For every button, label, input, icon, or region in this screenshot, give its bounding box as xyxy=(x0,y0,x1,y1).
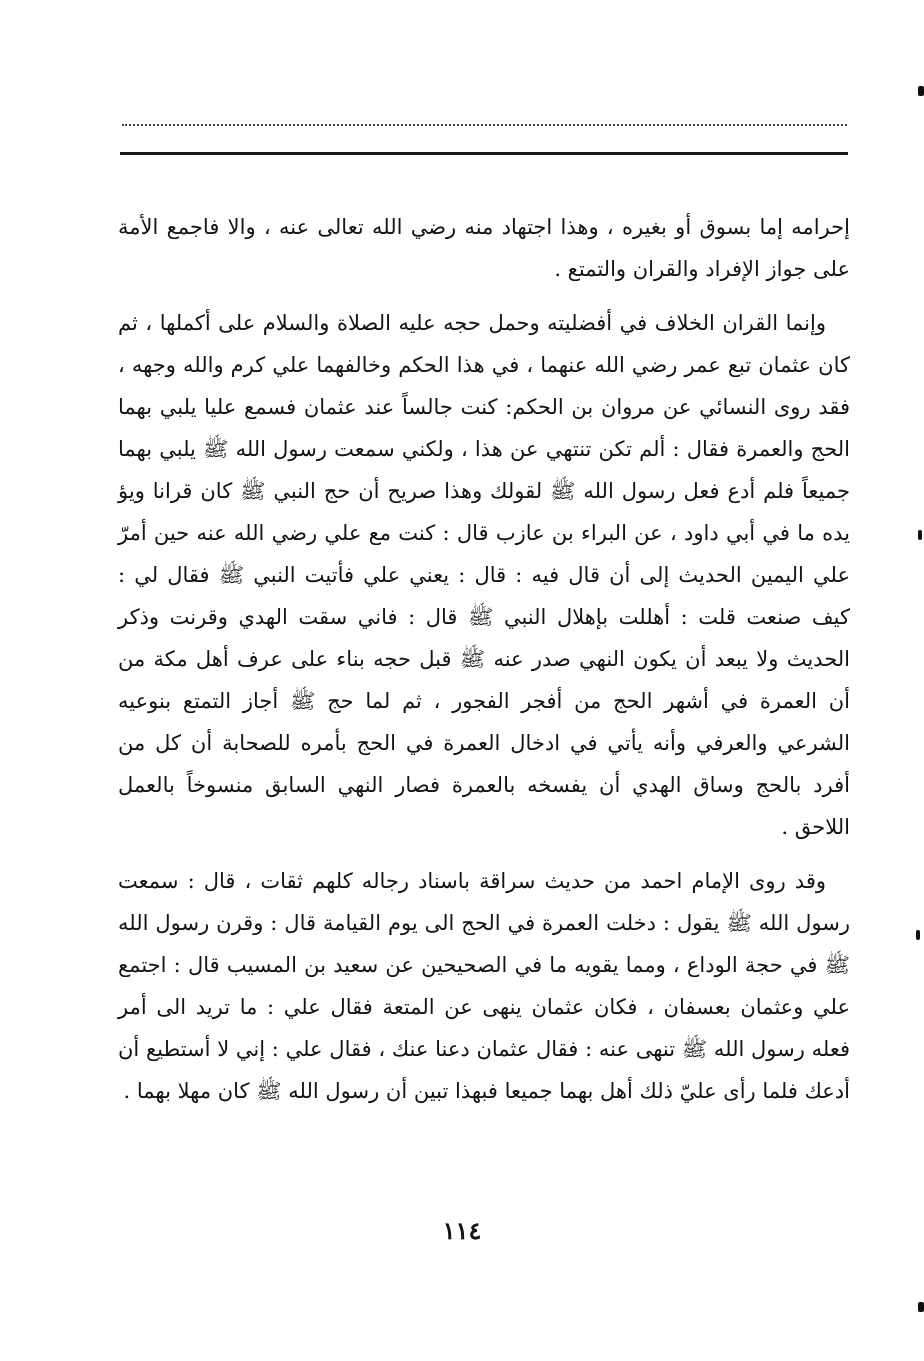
header-solid-rule xyxy=(120,152,848,155)
scan-mark-middle xyxy=(918,530,922,540)
scan-mark-lower xyxy=(916,930,920,940)
paragraph-1: إحرامه إما بسوق أو بغيره ، وهذا اجتهاد منه رضي الله تعالى عنه ، والا فاجمع الأمة على جواز الإفراد والقران والتمتع . xyxy=(118,215,850,281)
scan-mark-bottom xyxy=(918,1302,924,1312)
body-text xyxy=(118,206,850,1112)
header-dotted-rule xyxy=(122,124,847,126)
paragraph-2: وإنما القران الخلاف في أفضليته وحمل حجه عليه الصلاة والسلام على أكملها ، ثم كان عثمان تبع عمر رضي الله عنهما ، في هذا الحكم وخالفهما علي كرم والله وجهه ، فقد روى النسائي عن مروان بن الحكم: كنت جالساً عند عثمان فسمع عليا يلبي بهما الحج والعمرة فقال : ألم تكن تنتهي عن هذا ، ولكني سمعت رسول الله ﷺ يلبي بهما جميعاً فلم أدع فعل رسول الله ﷺ لقولك وهذا صريح أن حج النبي ﷺ كان قرانا ويؤ يده ما في أبي داود ، عن البراء بن عازب قال : كنت مع علي رضي الله عنه حين أمرّ علي اليمين الحديث إلى أن قال فيه : قال : يعني علي فأتيت النبي ﷺ فقال لي : كيف صنعت قلت : أهللت بإهلال النبي ﷺ قال : فاني سقت الهدي وقرنت وذكر الحديث ولا يبعد أن يكون النهي صدر عنه ﷺ قبل حجه بناء على عرف أهل مكة من أن العمرة في أشهر الحج من أفجر الفجور ، ثم لما حج ﷺ أجاز التمتع بنوعيه الشرعي والعرفي وأنه يأتي في ادخال العمرة في الحج بأمره للصحابة أن كل من أفرد بالحج وساق الهدي أن يفسخه بالعمرة فصار النهي السابق منسوخاً بالعمل اللاحق . xyxy=(118,311,850,839)
scan-mark-top xyxy=(918,86,924,96)
paragraph-3: وقد روى الإمام احمد من حديث سراقة باسناد رجاله كلهم ثقات ، قال : سمعت رسول الله ﷺ يقول : دخلت العمرة في الحج الى يوم القيامة قال : وقرن رسول الله ﷺ في حجة الوداع ، ومما يقويه ما في الصحيحين عن سعيد بن المسيب قال : اجتمع علي وعثمان بعسفان ، فكان عثمان ينهى عن المتعة فقال علي : ما تريد الى أمر فعله رسول الله ﷺ تنهى عنه : فقال عثمان دعنا عنك ، فقال علي : إني لا أستطيع أن أدعك فلما رأى عليّ ذلك أهل بهما جميعا فبهذا تبين أن رسول الله ﷺ كان مهلا بهما . xyxy=(118,869,850,1103)
page-number: ١١٤ xyxy=(442,1216,482,1245)
